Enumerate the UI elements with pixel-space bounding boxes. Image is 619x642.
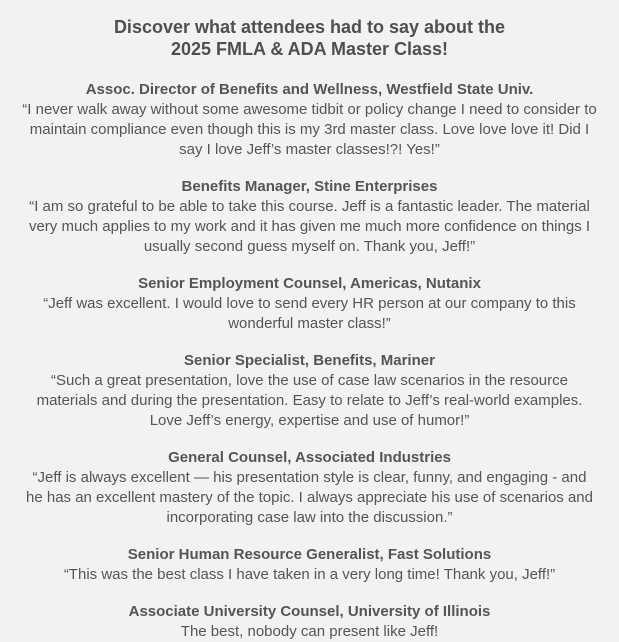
quote-line: usually second guess myself on. Thank you, Jeff!”	[143, 238, 476, 255]
quote-line: The best, nobody can present like Jeff!	[180, 623, 439, 640]
quote-line: “I am so grateful to be able to take this course. Jeff is a fantastic leader. The material	[29, 198, 590, 215]
testimonial-item	[10, 351, 610, 431]
testimonial-item	[10, 177, 610, 257]
testimonial-quote	[10, 371, 610, 431]
testimonial-quote	[10, 468, 610, 528]
testimonial-item	[10, 602, 610, 642]
quote-line: materials and during the presentation. Easy to relate to Jeff’s real-world examples.	[36, 392, 583, 409]
quote-line: incorporating case law into the discussion.”	[166, 509, 453, 526]
page-title-line-1: Discover what attendees had to say about the	[113, 17, 506, 37]
testimonial-quote	[10, 100, 610, 160]
testimonial-item	[10, 545, 610, 585]
testimonial-item	[10, 80, 610, 160]
testimonial-role: Benefits Manager, Stine Enterprises	[181, 178, 438, 195]
testimonial-item	[10, 274, 610, 334]
testimonial-role: Assoc. Director of Benefits and Wellness, Westfield State Univ.	[85, 81, 534, 98]
quote-line: Love Jeff’s energy, expertise and use of humor!”	[149, 412, 470, 429]
testimonial-role: Senior Human Resource Generalist, Fast Solutions	[127, 546, 492, 563]
quote-line: maintain compliance even though this is my 3rd master class. Love love love it! Did I	[29, 121, 590, 138]
quote-line: “I never walk away without some awesome tidbit or policy change I need to consider to	[22, 101, 597, 118]
testimonial-quote	[10, 197, 610, 257]
quote-line: wonderful master class!”	[228, 315, 391, 332]
testimonial-role: Associate University Counsel, University of Illinois	[128, 603, 491, 620]
quote-line: very much applies to my work and it has given me much more confidence on things I	[28, 218, 591, 235]
quote-line: “Such a great presentation, love the use of case law scenarios in the resource	[51, 372, 568, 389]
testimonial-quote	[10, 565, 610, 585]
testimonial-role: Senior Specialist, Benefits, Mariner	[184, 352, 435, 369]
quote-line: “This was the best class I have taken in a very long time! Thank you, Jeff!”	[63, 566, 556, 583]
quote-line: “Jeff was excellent. I would love to send every HR person at our company to this	[43, 295, 576, 312]
testimonial-role: General Counsel, Associated Industries	[168, 449, 451, 466]
quote-line: “Jeff is always excellent — his presentation style is clear, funny, and engaging - and	[32, 469, 587, 486]
page-title-line-2: 2025 FMLA & ADA Master Class!	[170, 39, 449, 59]
testimonial-role: Senior Employment Counsel, Americas, Nutanix	[138, 275, 481, 292]
quote-line: say I love Jeff’s master classes!?! Yes!”	[179, 141, 440, 158]
page-title	[0, 16, 619, 60]
testimonial-quote	[10, 294, 610, 334]
testimonial-item	[10, 448, 610, 528]
quote-line: he has an excellent mastery of the topic. I always appreciate his use of scenarios and	[26, 489, 593, 506]
testimonial-quote	[10, 622, 610, 642]
